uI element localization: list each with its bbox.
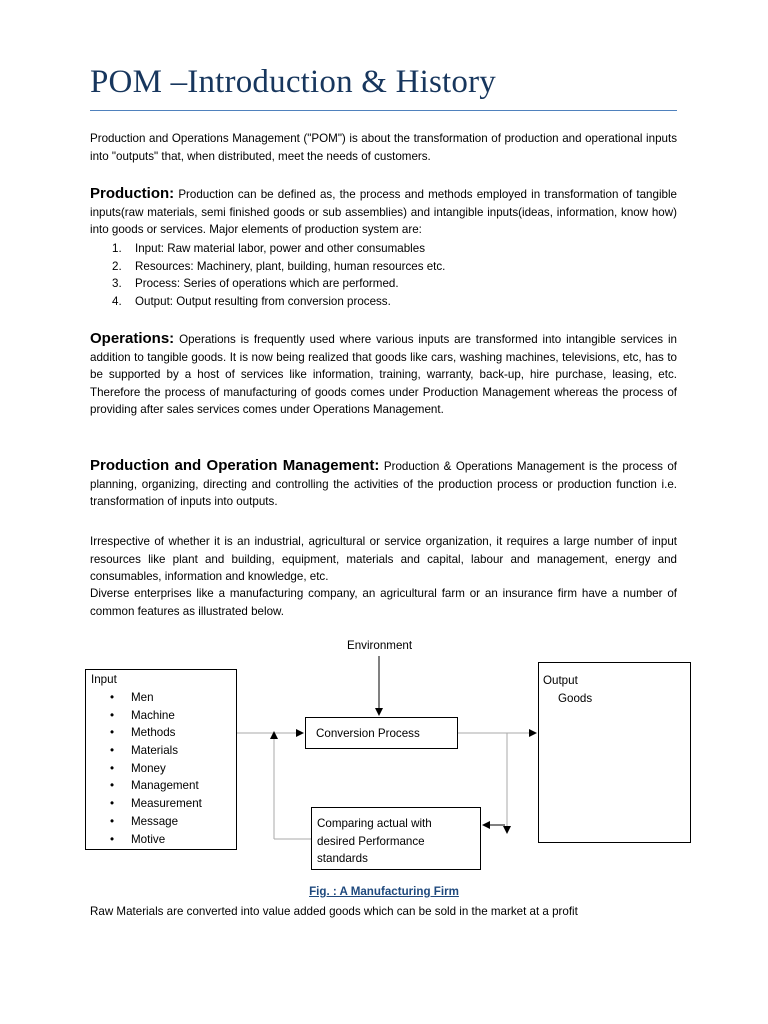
comparing-label: Comparing actual with desired Performance standards <box>317 817 432 866</box>
list-item: • Men <box>110 691 154 704</box>
page-title: POM –Introduction & History <box>90 64 496 100</box>
list-item: • Message <box>110 814 179 828</box>
conversion-process-label: Conversion Process <box>316 727 420 740</box>
list-item: 2. Resources: Machinery, plant, building, human resources etc. <box>112 259 446 273</box>
list-item: • Motive <box>110 832 166 846</box>
diverse-paragraph: Diverse enterprises like a manufacturing company, an agricultural farm or an insurance firm have a number of common features as illustrated below. <box>90 587 677 618</box>
production-text: Production can be defined as, the process and methods employed in transformation of tangible inputs(raw materials, semi finished goods or sub assemblies) and intangible inputs(ideas, information, know how) into goods or services. Major elements of production system are: <box>90 188 677 237</box>
list-item: • Management <box>110 779 199 793</box>
operations-heading: Operations: <box>90 330 175 347</box>
list-item: • Machine <box>110 708 175 722</box>
pom-text: Production & Operations Management is the process of planning, organizing, directing and controlling the activities of the production process or production function i.e. transformation of inputs into outputs. <box>90 460 677 509</box>
list-item: • Materials <box>110 744 179 758</box>
irrespective-paragraph: Irrespective of whether it is an industrial, agricultural or service organization, it requires a large number of input resources like plant and building, equipment, materials and capital, labour and management, energy and consumables, information and knowledge, etc. <box>90 535 677 584</box>
environment-label: Environment <box>347 639 413 652</box>
intro-paragraph: Production and Operations Management ("POM") is about the transformation of production and operational inputs into "outputs" that, when distributed, meet the needs of customers. <box>90 132 677 163</box>
pom-heading: Production and Operation Management: <box>90 457 380 474</box>
output-goods-label: Goods <box>558 692 593 705</box>
input-box-title: Input <box>91 673 117 686</box>
list-item: • Money <box>110 761 166 775</box>
list-item: • Methods <box>110 726 176 740</box>
production-heading: Production: <box>90 185 175 202</box>
list-item: • Measurement <box>110 797 202 811</box>
list-item: 1. Input: Raw material labor, power and other consumables <box>112 242 426 255</box>
output-box-title: Output <box>543 674 578 687</box>
figure-caption: Fig. : A Manufacturing Firm <box>309 885 459 898</box>
operations-text: Operations is frequently used where various inputs are transformed into intangible services in addition to tangible goods. It is now being realized that goods like cars, washing machines, televisions, etc, has to be supported by a host of services like information, training, warranty, back-up, hire purchase, leasing, etc. Therefore the process of manufacturing of goods comes under Production Management whereas the process of providing after sales services comes under Operations Management. <box>90 333 677 417</box>
list-item: 4. Output: Output resulting from conversion process. <box>112 294 391 308</box>
closing-paragraph: Raw Materials are converted into value added goods which can be sold in the market at a profit <box>90 905 578 918</box>
list-item: 3. Process: Series of operations which are performed. <box>112 277 399 291</box>
